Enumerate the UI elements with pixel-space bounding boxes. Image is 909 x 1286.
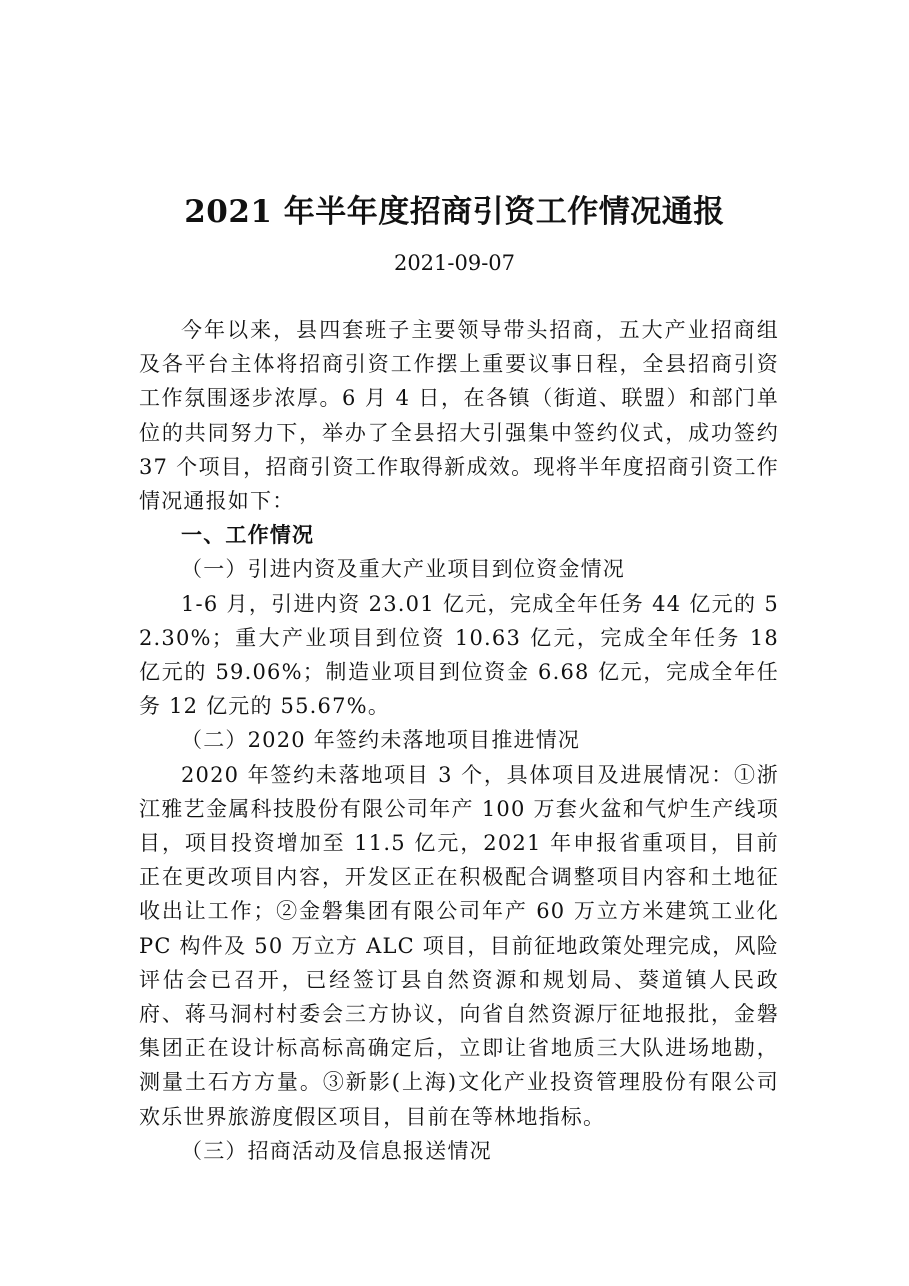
section-heading-work-status: 一、工作情况 [181, 522, 315, 548]
document-body [139, 313, 779, 1168]
subsection-heading-investment-activities: （三）招商活动及信息报送情况 [181, 1138, 492, 1163]
document-date: 2021-09-07 [393, 251, 516, 275]
intro-paragraph: 今年以来，县四套班子主要领导带头招商，五大产业招商组及各平台主体将招商引资工作摆上重要议事日程，全县招商引资工作氛围逐步浓厚。6 月 4 日，在各镇（街道、联盟）和部门单位的共同努力下，举办了全县招大引强集中签约仪式，成功签约 37 个项目，招商引资工作取得新成效。现将半年度招商引资工作情况通报如下： [139, 318, 779, 514]
paragraph-domestic-capital: 1-6 月，引进内资 23.01 亿元，完成全年任务 44 亿元的 52.30%；重大产业项目到位资 10.63 亿元，完成全年任务 18 亿元的 59.06%；制造业项目到位资金 6.68 亿元，完成全年任务 12 亿元的 55.67%。 [139, 591, 779, 719]
subsection-heading-domestic-capital: （一）引进内资及重大产业项目到位资金情况 [181, 557, 625, 582]
subsection-heading-unlanded-projects: （二）2020 年签约未落地项目推进情况 [181, 728, 581, 753]
document-title: 2021 年半年度招商引资工作情况通报 [184, 194, 725, 230]
paragraph-unlanded-projects: 2020 年签约未落地项目 3 个，具体项目及进展情况：①浙江雅艺金属科技股份有限公司年产 100 万套火盆和气炉生产线项目，项目投资增加至 11.5 亿元，2021 年申报省重项目，目前正在更改项目内容，开发区正在积极配合调整项目内容和土地征收出让工作；②金磐集团有限公司年产 60 万立方米建筑工业化 PC 构件及 50 万立方 ALC 项目，目前征地政策处理完成，风险评估会已召开，已经签订县自然资源和规划局、葵道镇人民政府、蒋马洞村村委会三方协议，向省自然资源厅征地报批，金磐集团正在设计标高标高确定后，立即让省地质三大队进场地勘，测量土石方方量。③新影(上海)文化产业投资管理股份有限公司欢乐世界旅游度假区项目，目前在等林地指标。 [139, 762, 779, 1129]
